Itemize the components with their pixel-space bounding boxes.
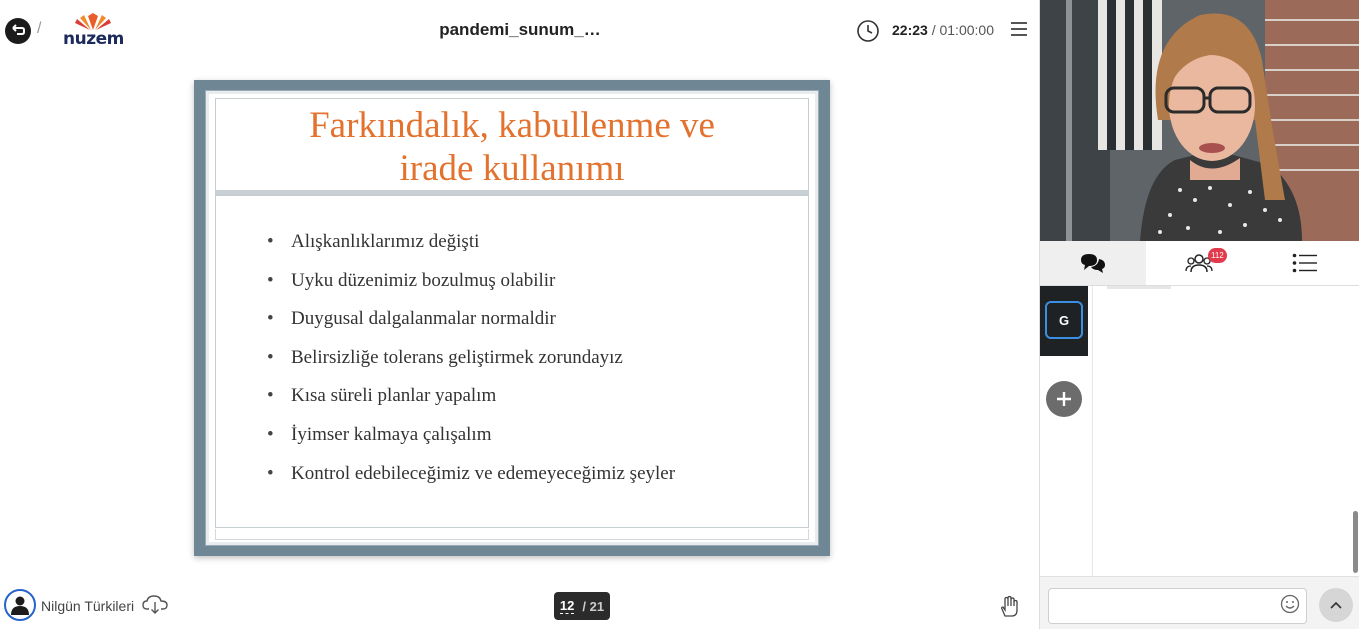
tab-chat[interactable]: [1040, 241, 1146, 285]
bullet-item: • Belirsizliğe tolerans geliştirmek zorundayız: [267, 345, 808, 384]
chat-message-peek: [1107, 286, 1171, 289]
tab-list[interactable]: [1252, 241, 1358, 285]
slide-title-line-2: irade kullanımı: [399, 148, 625, 189]
group-tile: [1040, 286, 1088, 356]
plus-icon: [1056, 391, 1072, 407]
smiley-icon[interactable]: [1280, 594, 1300, 614]
cloud-download-icon[interactable]: [142, 593, 168, 615]
list-icon: [1292, 253, 1318, 273]
chat-input[interactable]: [1048, 588, 1307, 624]
presenter-name: Nilgün Türkileri: [41, 598, 135, 614]
webcam-video: [1040, 0, 1359, 241]
chat-messages: [1092, 286, 1351, 576]
breadcrumb-separator: /: [37, 20, 42, 37]
session-timer: [892, 22, 994, 38]
tab-participants[interactable]: [1146, 241, 1252, 285]
hand-raise-icon[interactable]: [999, 595, 1019, 617]
bullet-item: • İyimser kalmaya çalışalım: [267, 422, 808, 461]
side-tabs: [1040, 241, 1359, 286]
scroll-up-button[interactable]: [1319, 588, 1353, 622]
menu-icon[interactable]: [1011, 22, 1027, 38]
presenter-avatar[interactable]: [4, 589, 36, 621]
slide-title-box: [215, 98, 809, 190]
bullet-item: • Kontrol edebileceğimiz ve edemeyeceğimiz şeyler: [267, 461, 808, 500]
chat-input-bar: [1040, 576, 1359, 629]
user-icon: [9, 594, 31, 616]
timer-total: / 01:00:00: [931, 22, 994, 38]
logo-text: nuzem: [63, 29, 124, 49]
slide-title-line-1: Farkındalık, kabullenme ve: [309, 105, 715, 146]
chevron-up-icon: [1329, 600, 1343, 610]
chat-scrollbar[interactable]: [1353, 511, 1358, 573]
bullet-item: • Duygusal dalgalanmalar normaldir: [267, 306, 808, 345]
clock-icon: [856, 19, 880, 43]
slide-footer-box: [215, 529, 809, 540]
page-indicator[interactable]: [554, 592, 610, 620]
page-total: / 21: [582, 598, 605, 614]
bullet-item: • Alışkanlıklarımız değişti: [267, 229, 808, 268]
bullet-list: [216, 196, 808, 499]
presentation-slide: [194, 80, 830, 556]
chat-bubbles-icon: [1079, 251, 1107, 275]
group-button[interactable]: G: [1045, 301, 1083, 339]
participant-count-badge: 112: [1208, 248, 1227, 263]
webcam-feed-image: [1040, 0, 1359, 241]
page-current: 12: [559, 598, 575, 613]
document-title: pandemi_sunum_…: [439, 20, 601, 39]
channel-rail: [1040, 286, 1088, 576]
timer-elapsed: 22:23: [892, 22, 928, 38]
bullet-item: • Kısa süreli planlar yapalım: [267, 383, 808, 422]
add-group-button[interactable]: [1046, 381, 1082, 417]
top-bar: [0, 0, 1040, 62]
slide-body: [215, 195, 809, 528]
slide-content: [206, 91, 818, 545]
bottom-bar: [0, 576, 1040, 629]
bullet-item: • Uyku düzenimiz bozulmuş olabilir: [267, 268, 808, 307]
slide-title: [216, 99, 808, 190]
